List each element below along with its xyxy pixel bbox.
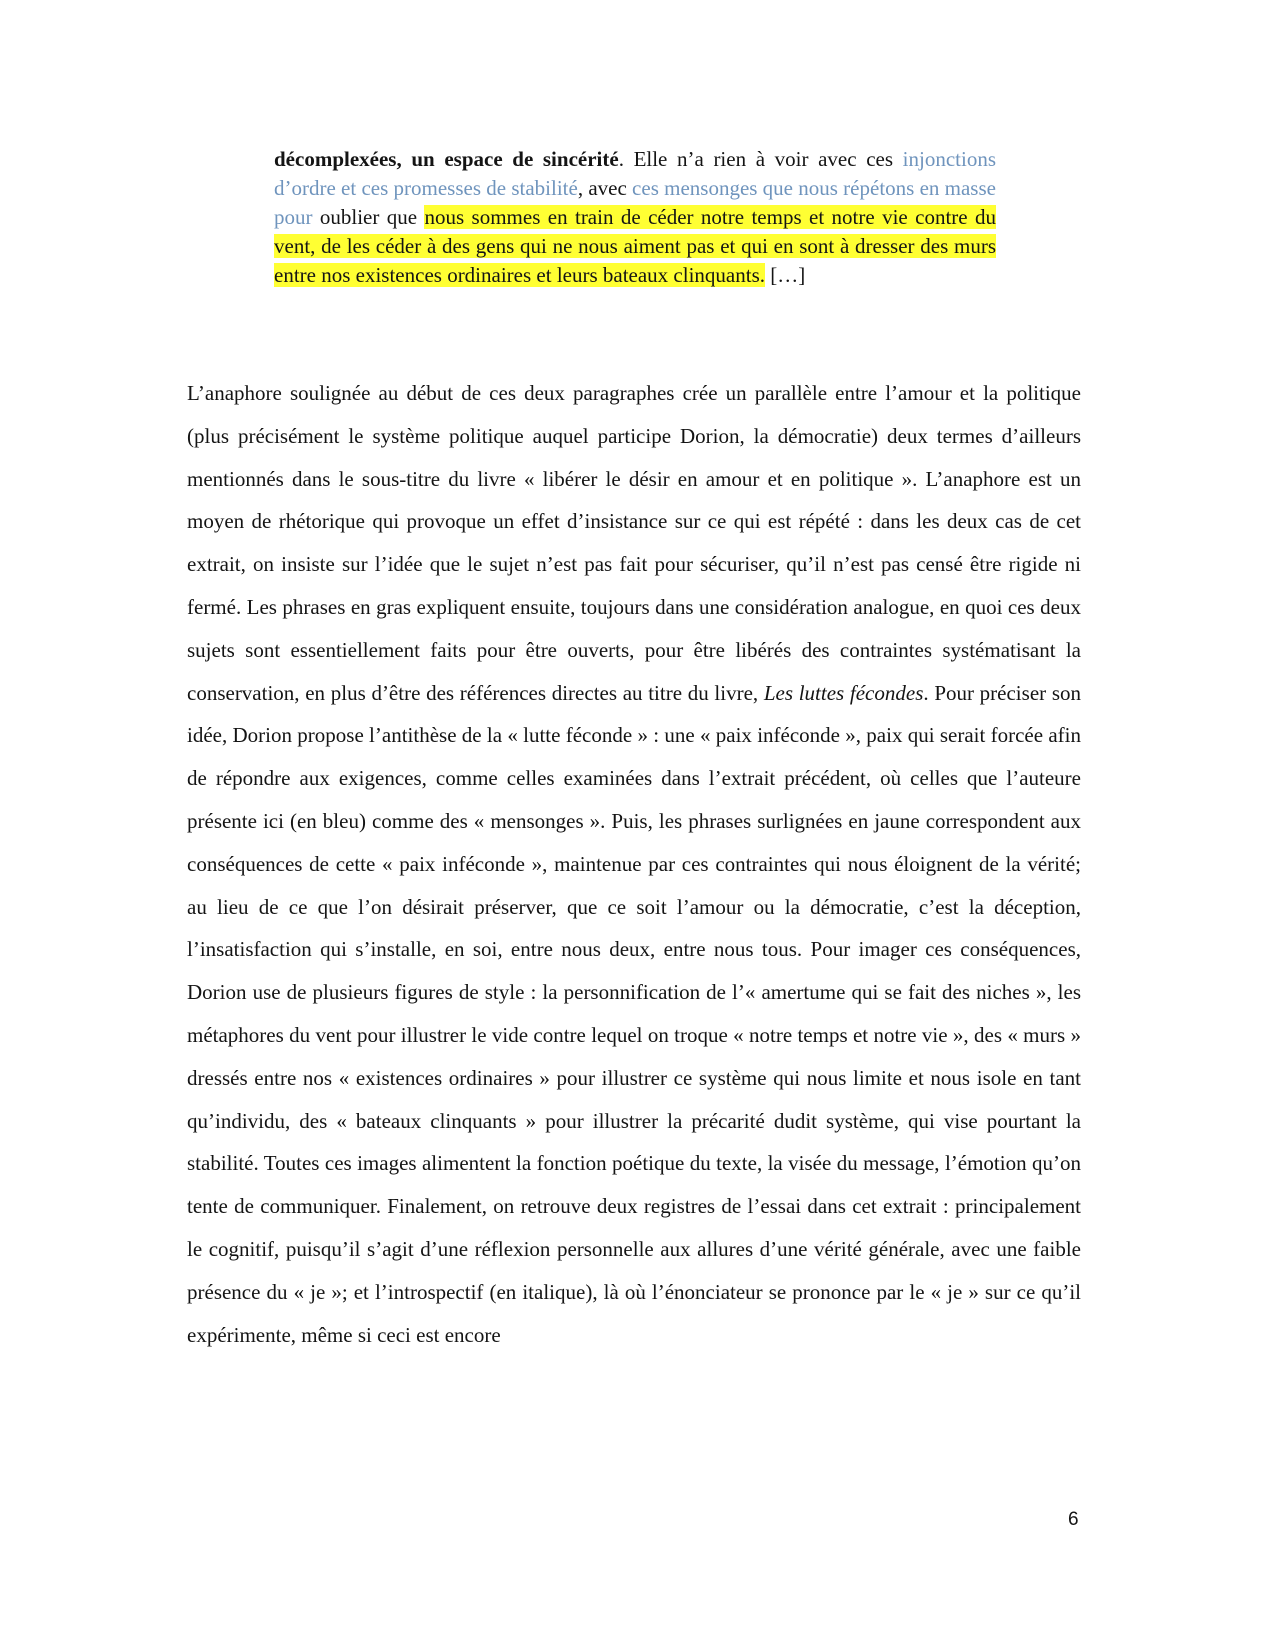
quote-ellipsis: […]	[765, 263, 806, 287]
analysis-text: . Pour préciser son idée, Dorion propose l’antithèse de la « lutte féconde » : une « paix inféconde », paix qui serait forcée afin de répondre aux exigences, comme celles examinées dans l’extrait précédent, où celles que l’auteure présente ici (en bleu) comme des « mensonges ». Puis, les phrases surlignées en jaune correspondent aux conséquences de cette « paix inféconde », maintenue par ces contraintes qui nous éloignent de la vérité; au lieu de ce que l’on désirait préserver, que ce soit l’amour ou la démocratie, c’est la déception, l’insatisfaction qui s’installe, en soi, entre nous deux, entre nous tous. Pour imager ces conséquences, Dorion use de plusieurs figures de style : la personnification de l’« amertume qui se fait des niches », les métaphores du vent pour illustrer le vide contre lequel on troque « notre temps et notre vie », des « murs » dressés entre nos « existences ordinaires » pour illustrer ce système qui nous limite et nous isole en tant qu’individu, des « bateaux clinquants » pour illustrer la précarité dudit système, qui vise pourtant la stabilité. Toutes ces images alimentent la fonction poétique du texte, la visée du message, l’émotion qu’on tente de communiquer. Finalement, on retrouve deux registres de l’essai dans cet extrait : principalement le cognitif, puisqu’il s’agit d’une réflexion personnelle aux allures d’une vérité générale, avec une faible présence du « je »; et l’introspectif (en italique), là où l’énonciateur se prononce par le « je » sur ce qu’il expérimente, même si ceci est encore	[187, 680, 1081, 1347]
quote-text: , avec	[577, 176, 633, 200]
quote-blue-text: injonctions d’ordre et ces promesses de stabilité	[274, 147, 996, 200]
quote-text: . Elle n’a rien à voir avec ces	[618, 147, 903, 171]
page-number: 6	[1068, 1509, 1079, 1530]
book-title: Les luttes fécondes	[763, 680, 924, 705]
quote-highlighted-text: nous sommes en train de céder notre temps et notre vie contre du vent, de les céder à des gens qui ne nous aiment pas et qui en sont à dresser des murs entre nos existences ordinaires et leurs bateaux clinquants.	[274, 205, 996, 287]
analysis-text: L’anaphore soulignée au début de ces deux paragraphes crée un parallèle entre l’amour et la politique (plus précisément le système politique auquel participe Dorion, la démocratie) deux termes d’ailleurs mentionnés dans le sous-titre du livre « libérer le désir en amour et en politique ». L’anaphore est un moyen de rhétorique qui provoque un effet d’insistance sur ce qui est répété : dans les deux cas de cet extrait, on insiste sur l’idée que le sujet n’est pas fait pour sécuriser, qu’il n’est pas censé être rigide ni fermé. Les phrases en gras expliquent ensuite, toujours dans une considération analogue, en quoi ces deux sujets sont essentiellement faits pour être ouverts, pour être libérés des contraintes systématisant la conservation, en plus d’être des références directes au titre du livre,	[187, 381, 1081, 705]
quote-blue-text: ces mensonges que nous répétons en masse pour	[274, 176, 996, 229]
analysis-paragraph	[187, 372, 1081, 1356]
quote-text: oublier que	[312, 205, 425, 229]
quote-bold-text: décomplexées, un espace de sincérité	[274, 147, 619, 171]
block-quote	[274, 145, 996, 290]
